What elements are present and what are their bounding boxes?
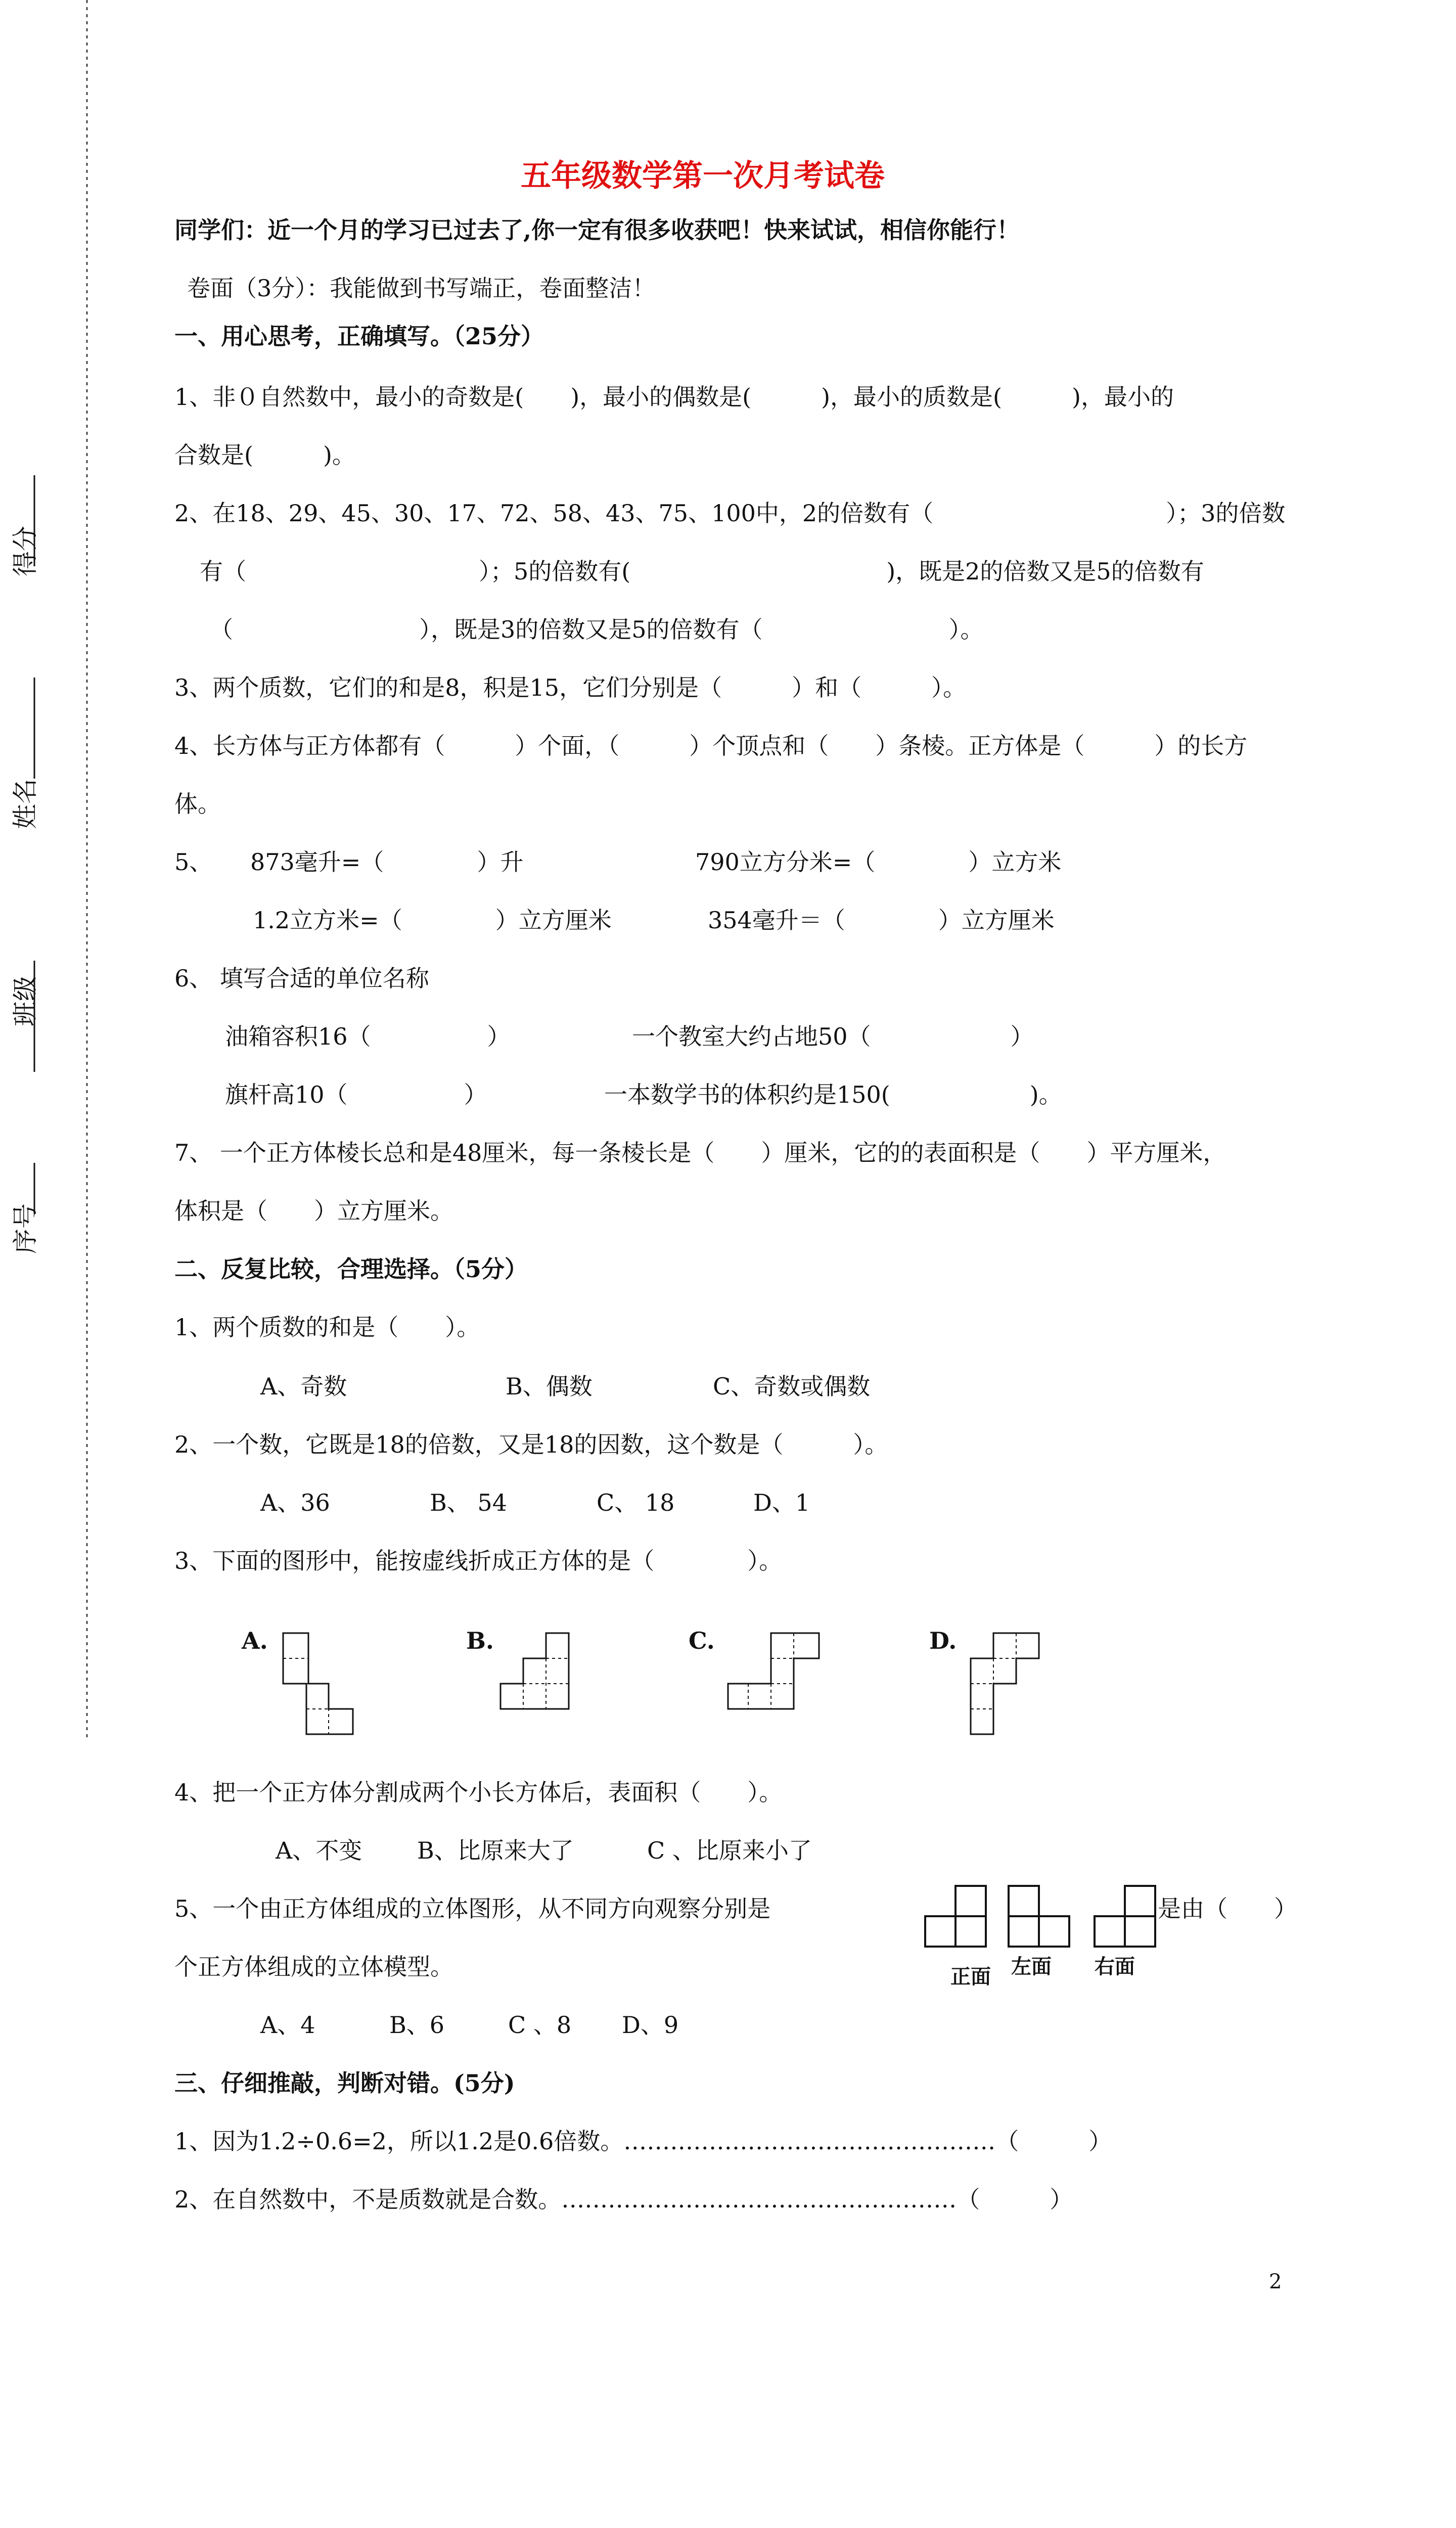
s1-q7-line1: 7、 一个正方体棱长总和是48厘米，每一条棱长是（ ）厘米，它的的表面积是（ ）平方厘米， bbox=[174, 1139, 1226, 1166]
s1-q4-line1: 4、长方体与正方体都有（ ）个面，（ ）个顶点和（ ）条棱。正方体是（ ）的长方 bbox=[174, 732, 1248, 759]
s1-q1-line1: 1、非０自然数中，最小的奇数是( )，最小的偶数是( )，最小的质数是( )，最小的 bbox=[174, 383, 1174, 411]
s2-q2-option-d: D、1 bbox=[753, 1489, 810, 1516]
binding-lines bbox=[0, 0, 91, 1739]
s2-q4: 4、把一个正方体分割成两个小长方体后，表面积（ ）。 bbox=[174, 1779, 783, 1806]
net-d bbox=[971, 1633, 1039, 1734]
s2-q5-option-a: A、4 bbox=[260, 2011, 315, 2039]
s1-q4-line2: 体。 bbox=[174, 790, 221, 818]
s2-q2-option-a: A、36 bbox=[260, 1489, 330, 1516]
s1-q6-stem: 6、 填写合适的单位名称 bbox=[174, 965, 429, 992]
section3-heading: 三、仔细推敲，判断对错。(5分) bbox=[174, 2069, 515, 2097]
s2-q5-option-b: B、6 bbox=[389, 2011, 445, 2039]
front-view bbox=[925, 1886, 986, 1947]
s2-q2-option-c: C、 18 bbox=[597, 1489, 675, 1516]
s2-q1-option-a: A、奇数 bbox=[260, 1373, 347, 1400]
page-title: 五年级数学第一次月考试卷 bbox=[521, 158, 885, 194]
s2-q2-option-b: B、 54 bbox=[430, 1489, 507, 1516]
net-b bbox=[500, 1633, 569, 1709]
net-a bbox=[283, 1633, 353, 1734]
s2-q4-option-b: B、比原来大了 bbox=[417, 1837, 574, 1864]
s2-q1: 1、两个质数的和是（ ）。 bbox=[174, 1314, 480, 1341]
net-label-d: D. bbox=[929, 1627, 957, 1654]
left-view bbox=[1009, 1886, 1069, 1947]
intro-text: 同学们：近一个月的学习已过去了,你一定有很多收获吧！快来试试，相信你能行！ bbox=[174, 216, 1020, 244]
class-label: 班级 bbox=[11, 976, 40, 1026]
s1-q5-b: 790立方分米=（ ）立方米 bbox=[695, 848, 1062, 876]
view-label-right: 右面 bbox=[1095, 1955, 1135, 1978]
s3-q2: 2、在自然数中，不是质数就是合数。……………………………………………（ ） bbox=[174, 2186, 1073, 2213]
s1-q6-d: 一本数学书的体积约是150( )。 bbox=[604, 1081, 1062, 1108]
binding-margin bbox=[0, 0, 91, 1739]
s2-q4-option-c: C 、比原来小了 bbox=[647, 1837, 812, 1864]
s2-q5-line1: 5、一个由正方体组成的立体图形，从不同方向观察分别是 bbox=[174, 1895, 771, 1922]
seat-label: 序号 bbox=[11, 1203, 40, 1254]
s1-q6-b: 一个教室大约占地50（ ） bbox=[632, 1023, 1034, 1050]
right-view bbox=[1095, 1886, 1155, 1947]
s1-q5-d: 354毫升＝（ ）立方厘米 bbox=[708, 907, 1055, 934]
s2-q1-option-b: B、偶数 bbox=[506, 1373, 593, 1400]
s1-q2-line1: 2、在18、29、45、30、17、72、58、43、75、100中，2的倍数有（ ）；3的倍数 bbox=[174, 500, 1286, 527]
s1-q6-c: 旗杆高10（ ） bbox=[225, 1081, 487, 1108]
s1-q6-a: 油箱容积16（ ） bbox=[225, 1023, 511, 1050]
score-label: 得分 bbox=[11, 526, 40, 576]
s3-q1: 1、因为1.2÷0.6=2，所以1.2是0.6倍数。…………………………………………（ ） bbox=[174, 2128, 1112, 2155]
s1-q5-a: 873毫升=（ ）升 bbox=[250, 848, 524, 876]
net-label-a: A. bbox=[242, 1627, 268, 1654]
s1-q5-num: 5、 bbox=[174, 848, 213, 876]
s1-q7-line2: 体积是（ ）立方厘米。 bbox=[174, 1197, 453, 1225]
s1-q1-line2: 合数是( )。 bbox=[174, 441, 355, 469]
page-number: 2 bbox=[1269, 2270, 1282, 2293]
s1-q5-c: 1.2立方米=（ ）立方厘米 bbox=[253, 907, 612, 934]
s2-q5-option-c: C 、8 bbox=[508, 2011, 572, 2039]
s1-q2-line3: （ ），既是3的倍数又是5的倍数有（ ）。 bbox=[210, 616, 984, 643]
section1-heading: 一、用心思考，正确填写。（25分） bbox=[174, 323, 544, 350]
view-label-left: 左面 bbox=[1011, 1955, 1052, 1978]
s2-q3: 3、下面的图形中，能按虚线折成正方体的是（ ）。 bbox=[174, 1547, 783, 1574]
net-label-b: B. bbox=[466, 1627, 494, 1654]
s2-q5-tail: 是由（ ） bbox=[1158, 1895, 1297, 1922]
neatness-text: 卷面（3分）：我能做到书写端正，卷面整洁！ bbox=[187, 275, 656, 302]
s2-q2: 2、一个数，它既是18的倍数，又是18的因数，这个数是（ ）。 bbox=[174, 1431, 888, 1458]
s2-q5-option-d: D、9 bbox=[622, 2011, 679, 2039]
net-c bbox=[728, 1633, 819, 1709]
s1-q2-line2: 有（ ）；5的倍数有( )，既是2的倍数又是5的倍数有 bbox=[200, 558, 1204, 585]
net-label-c: C. bbox=[689, 1627, 715, 1654]
s2-q4-option-a: A、不变 bbox=[276, 1837, 362, 1864]
section2-heading: 二、反复比较，合理选择。（5分） bbox=[174, 1255, 528, 1283]
name-label: 姓名 bbox=[11, 779, 40, 829]
view-label-front: 正面 bbox=[950, 1965, 991, 1989]
s2-q5-line2: 个正方体组成的立体模型。 bbox=[174, 1953, 453, 1980]
s2-q1-option-c: C、奇数或偶数 bbox=[713, 1373, 871, 1400]
s1-q3: 3、两个质数，它们的和是8，积是15，它们分别是（ ）和（ ）。 bbox=[174, 674, 967, 701]
